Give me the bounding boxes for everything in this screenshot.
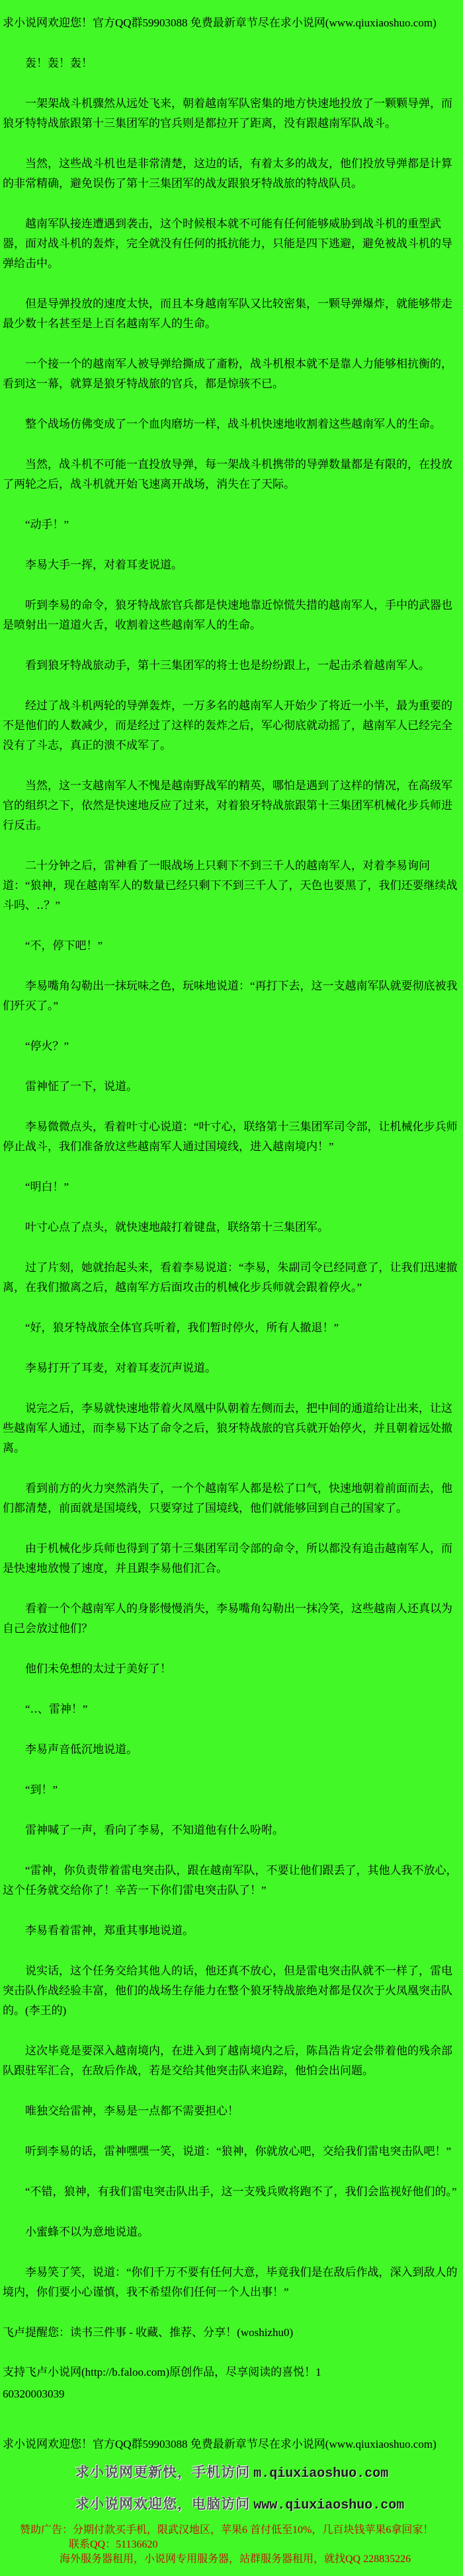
sponsor-ad-line: 赞助广告：分期付款买手机，限武汉地区，苹果6 首付低至10%，几百块钱苹果6拿回家！	[20, 2524, 434, 2536]
paragraph: 李易看着雷神，郑重其事地说道。	[25, 1924, 194, 1937]
paragraph: 听到李易的命令，狼牙特战旅官兵都是快速地靠近惊慌失措的越南军人，手中的武器也是喷射出一道道火舌，收割着这些越南军人的生命。	[3, 599, 452, 631]
mobile-promo-domain: m.qiuxiaoshuo.com	[253, 2466, 389, 2481]
paragraph: 看到前方的火力突然消失了，一个个越南军人都是松了口气，快速地朝着前面而去，他们都清楚，前面就是国境线，只要穿过了国境线，他们就能够回到自己的国家了。	[3, 1482, 452, 1514]
mobile-promo-label: 求小说网更新快，手机访问	[75, 2464, 250, 2480]
paragraph: 经过了战斗机两轮的导弹轰炸，一万多名的越南军人开始少了将近一小半，最为重要的不是他们的人数减少，而是经过了这样的轰炸之后，军心彻底就动摇了，越南军人已经完全没有了斗志，真正的溃不成军了。	[3, 699, 452, 752]
paragraph: 李易大手一挥，对着耳麦说道。	[25, 559, 183, 571]
paragraph: 一个接一个的越南军人被导弹给撕成了齑粉，战斗机根本就不是靠人力能够相抗衡的，看到这一幕，就算是狼牙特战旅的官兵，都是惊骇不已。	[3, 358, 452, 390]
paragraph: 但是导弹投放的速度太快，而且本身越南军队又比较密集，一颗导弹爆炸，就能够带走最少数十名甚至是上百名越南军人的生命。	[3, 297, 452, 330]
paragraph: 当然，这一支越南军人不愧是越南野战军的精英，哪怕是遇到了这样的情况，在高级军官的组织之下，依然是快速地反应了过来，对着狼牙特战旅跟第十三集团军机械化步兵师进行反击。	[3, 779, 452, 832]
paragraph: 过了片刻，她就抬起头来，看着李易说道：“李易，朱副司令已经同意了，让我们迅速撤离，在我们撤离之后，越南军方后面攻击的机械化步兵师就会跟着停火。”	[3, 1261, 458, 1294]
paragraph: 二十分钟之后，雷神看了一眼战场上只剩下不到三千人的越南军人，对着李易询问道：“狼神，现在越南军人的数量已经只剩下不到三千人了，天色也要黑了，我们还要继续战斗吗、‥？”	[3, 859, 458, 912]
faloo-reminder-line: 飞卢提醒您：读书三件事 - 收藏、推荐、分享！(woshizhu0)	[3, 2326, 294, 2339]
paragraph: “不错，狼神，有我们雷电突击队出手，这一支残兵败将跑不了，我们会监视好他们的。”	[25, 2185, 457, 2198]
pc-site-promo	[75, 2492, 459, 2518]
paragraph: 李易打开了耳麦，对着耳麦沉声说道。	[25, 1362, 216, 1374]
paragraph: 叶寸心点了点头，就快速地敲打着键盘，联络第十三集团军。	[25, 1221, 329, 1233]
server-rental-ad-line: 海外服务器租用，小说网专用服务器，站群服务器租用，就找QQ 228835226	[60, 2554, 411, 2565]
paragraph: 看着一个个越南军人的身影慢慢消失，李易嘴角勾勒出一抹冷笑，这些越南人还真以为自己会放过他们？	[3, 1602, 452, 1635]
paragraph: 李易嘴角勾勒出一抹玩味之色，玩味地说道：“再打下去，这一支越南军队就要彻底被我们歼灭了。”	[3, 980, 458, 1012]
paragraph: 听到李易的话，雷神嘿嘿一笑，说道：“狼神，你就放心吧，交给我们雷电突击队吧！”	[25, 2145, 452, 2158]
paragraph: 说实话，这个任务交给其他人的话，他还真不放心，但是雷电突击队就不一样了，雷电突击队作战经验丰富，他们的战场生存能力在整个狼牙特战旅绝对都是仅次于火凤凰突击队的。(李王的)	[3, 1965, 452, 2017]
paragraph: “动手！”	[25, 518, 69, 531]
chapter-body	[3, 54, 459, 2302]
paragraph: 小蜜蜂不以为意地说道。	[25, 2226, 149, 2238]
paragraph: 越南军队接连遭遇到袭击，这个时候根本就不可能有任何能够威胁到战斗机的重型武器，面对战斗机的轰炸，完全就没有任何的抵抗能力，只能是四下逃避，避免被战斗机的导弹给击中。	[3, 217, 452, 270]
paragraph: 说完之后，李易就快速地带着火凤凰中队朝着左侧而去，把中间的通道给让出来，让这些越南军人通过，而李易下达了命令之后，狼牙特战旅的官兵就开始停火，并且朝着远处撤离。	[3, 1402, 452, 1454]
faloo-support-line: 支持飞卢小说网(http://b.faloo.com)原创作品，尽享阅读的喜悦！1	[3, 2366, 321, 2378]
sponsor-ad-contact-qq: 联系QQ：51136620	[69, 2539, 158, 2550]
paragraph: 唯独交给雷神，李易是一点都不需要担心！	[25, 2105, 239, 2117]
paragraph: 当然，战斗机不可能一直投放导弹，每一架战斗机携带的导弹数量都是有限的，在投放了两轮之后，战斗机就开始飞速离开战场，消失在了天际。	[3, 458, 452, 490]
paragraph: “‥、雷神！”	[25, 1703, 88, 1715]
site-welcome-footer: 求小说网欢迎您！官方QQ群59903088 免费最新章节尽在求小说网(www.qiuxiaoshuo.com)	[3, 2438, 437, 2450]
paragraph: “到！”	[25, 1783, 58, 1796]
paragraph: 他们未免想的太过于美好了！	[25, 1662, 171, 1675]
paragraph: 李易微微点头，看着叶寸心说道：“叶寸心，联络第十三集团军司令部，让机械化步兵师停止战斗，我们准备放这些越南军人通过国境线，进入越南境内！”	[3, 1120, 458, 1153]
paragraph: 一架架战斗机骤然从远处飞来，朝着越南军队密集的地方快速地投放了一颗颗导弹，而狼牙特特战旅跟第十三集团军的官兵则是都拉开了距离，没有跟越南军队战斗。	[3, 97, 452, 130]
paragraph: 由于机械化步兵师也得到了第十三集团军司令部的命令，所以都没有追击越南军人，而是快速地放慢了速度，并且跟李易他们汇合。	[3, 1542, 452, 1575]
paragraph: “雷神，你负责带着雷电突击队，跟在越南军队，不要让他们跟丢了，其他人我不放心，这个任务就交给你了！辛苦一下你们雷电突击队了！”	[3, 1864, 458, 1896]
paragraph: 看到狼牙特战旅动手，第十三集团军的将士也是纷纷跟上，一起击杀着越南军人。	[25, 659, 430, 672]
site-welcome-header: 求小说网欢迎您！官方QQ群59903088 免费最新章节尽在求小说网(www.qiuxiaoshuo.com)	[3, 17, 437, 29]
pc-promo-domain: www.qiuxiaoshuo.com	[253, 2498, 405, 2513]
paragraph: 这次毕竟是要深入越南境内，在进入到了越南境内之后，陈昌浩肯定会带着他的残余部队跟驻军汇合，在敌后作战，若是交给其他突击队来追踪，他怕会出问题。	[3, 2045, 452, 2077]
pc-promo-label: 求小说网欢迎您，电脑访问	[75, 2496, 250, 2512]
mobile-site-promo	[75, 2460, 459, 2486]
paragraph: 李易笑了笑，说道：“你们千万不要有任何大意，毕竟我们是在敌后作战，深入到敌人的境内，你们要小心谨慎，我不希望你们任何一个人出事！”	[3, 2266, 458, 2298]
paragraph: “不，停下吧！”	[25, 939, 103, 952]
paragraph: “好，狼牙特战旅全体官兵听着，我们暂时停火，所有人撤退！”	[25, 1321, 339, 1334]
paragraph: 当然，这些战斗机也是非常清楚，这边的话，有着太多的战友，他们投放导弹都是计算的非常精确，避免误伤了第十三集团军的战友跟狼牙特战旅的特战队员。	[3, 157, 452, 190]
paragraph: 雷神喊了一声，看向了李易，不知道他有什么吩咐。	[25, 1824, 284, 1836]
paragraph: “明白！”	[25, 1181, 69, 1193]
page-footer	[3, 2323, 459, 2567]
paragraph: “停火？”	[25, 1040, 69, 1052]
paragraph: 轰！轰！轰！	[25, 57, 93, 69]
faloo-support-number: 60320003039	[3, 2388, 65, 2400]
paragraph: 李易声音低沉地说道。	[25, 1743, 138, 1756]
paragraph: 整个战场仿佛变成了一个血肉磨坊一样，战斗机快速地收割着这些越南军人的生命。	[25, 418, 441, 430]
paragraph: 雷神怔了一下，说道。	[25, 1080, 138, 1093]
